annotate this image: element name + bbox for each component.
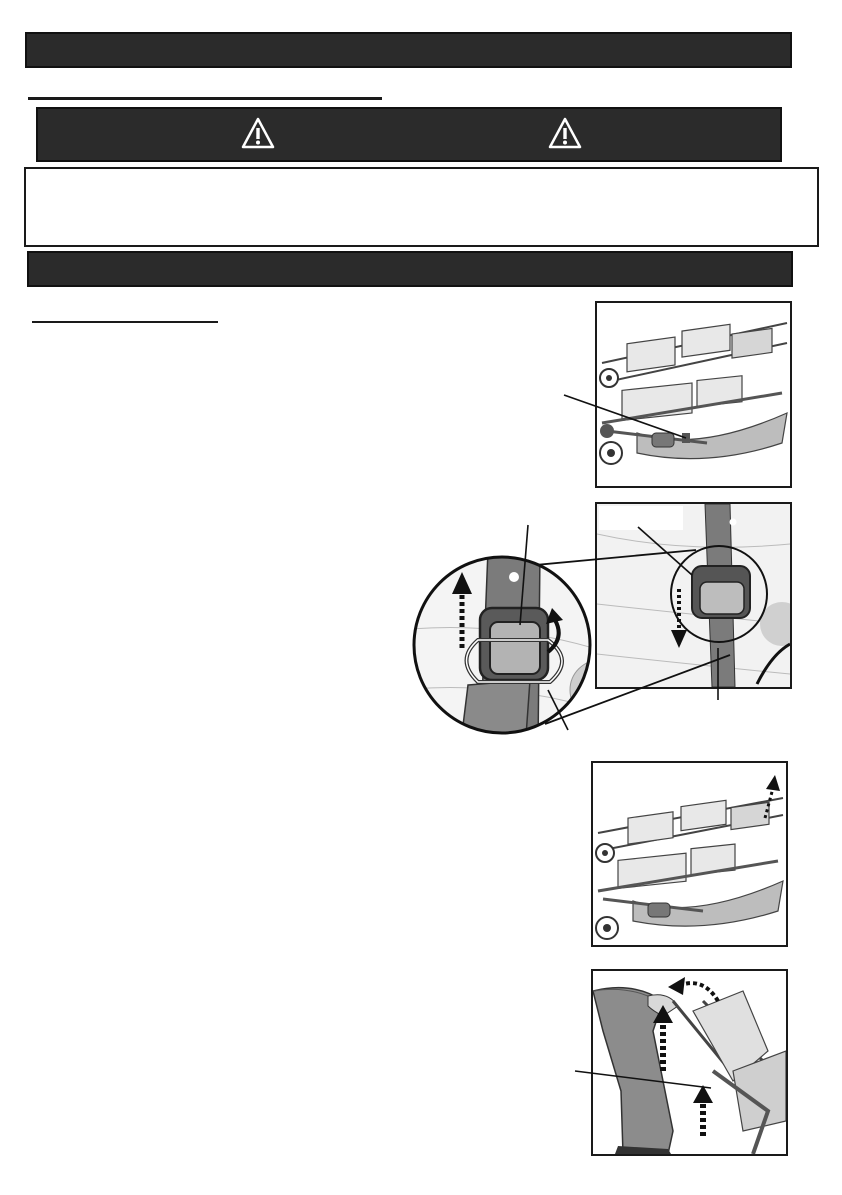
person-folding-stroller-view — [591, 969, 788, 1156]
header-bar — [25, 32, 792, 68]
warning-banner — [36, 107, 782, 162]
warning-triangle-icon — [548, 117, 582, 149]
warning-triangle-icon — [241, 117, 275, 149]
section-bar — [27, 251, 793, 287]
section-underline — [28, 97, 382, 100]
subheading-underline — [32, 321, 218, 323]
callout-line-4 — [573, 1068, 713, 1092]
strap-buckle-magnified-view — [400, 520, 810, 750]
warning-text-box — [24, 167, 819, 247]
stroller-handle-release-view — [591, 761, 788, 947]
callout-line-1 — [560, 392, 690, 442]
